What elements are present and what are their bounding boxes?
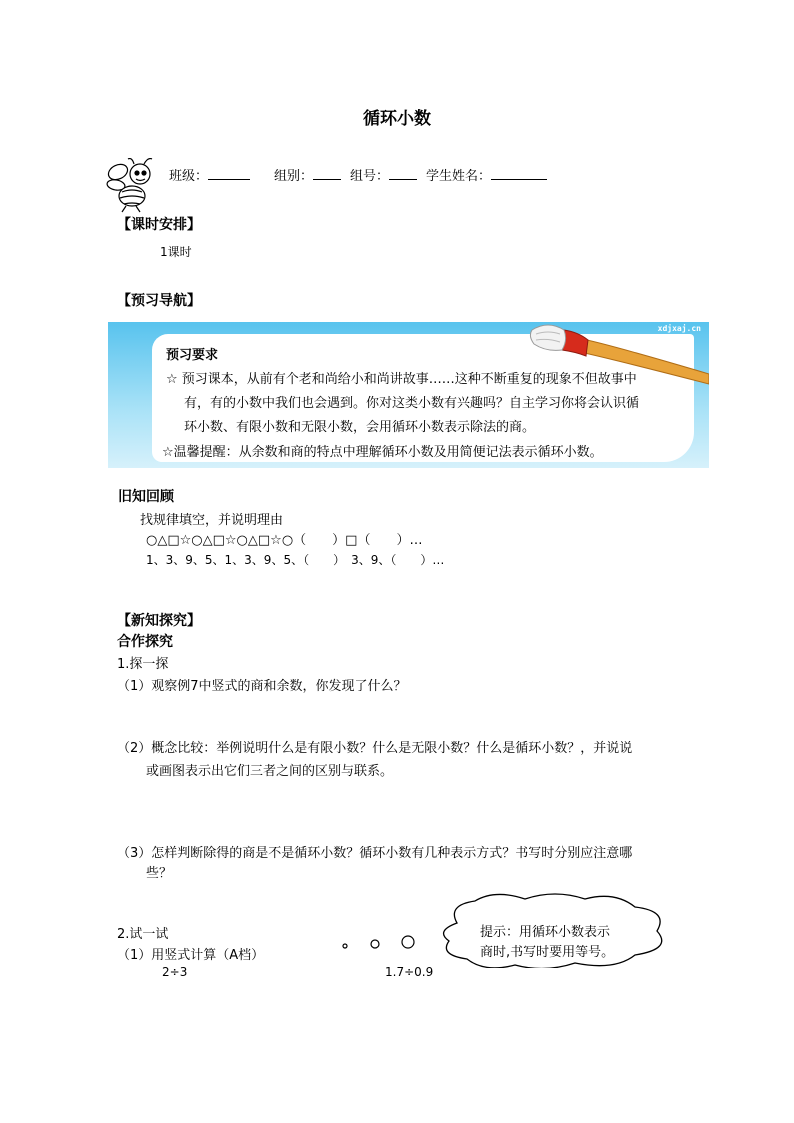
question-3-line-2: 些？ [146, 866, 173, 881]
expression-2: 1.7÷0.9 [385, 965, 434, 979]
question-2-line-1: （2）概念比较：举例说明什么是有限小数？什么是无限小数？什么是循环小数？，并说说 [117, 741, 633, 756]
hint-line-1: 提示：用循环小数表示 [480, 925, 611, 940]
review-heading: 旧知回顾 [118, 489, 174, 505]
paintbrush-icon [528, 322, 709, 392]
review-row-2: 1、3、9、5、1、3、9、5、（ ） 3、9、（ ）… [146, 553, 445, 567]
preview-line-4: ☆温馨提醒：从余数和商的特点中理解循环小数及用简便记法表示循环小数。 [162, 445, 603, 460]
number-field: 组号： [350, 165, 417, 184]
preview-line-3: 环小数、有限小数和无限小数，会用循环小数表示除法的商。 [184, 420, 536, 435]
preview-line-1: ☆ 预习课本，从前有个老和尚给小和尚讲故事……这种不断重复的现象不但故事中 [166, 372, 637, 387]
name-blank[interactable] [491, 167, 547, 180]
banner-watermark: xdjxaj.cn [657, 324, 701, 333]
number-blank[interactable] [389, 167, 417, 180]
question-1: （1）观察例7中竖式的商和余数，你发现了什么？ [117, 679, 407, 694]
explore-sub-heading: 合作探究 [117, 634, 173, 650]
preview-card-title: 预习要求 [166, 348, 219, 363]
bee-mascot-icon [104, 158, 164, 214]
hint-line-2: 商时,书写时要用等号。 [480, 945, 615, 960]
group-field: 组别： [274, 165, 341, 184]
part1-title: 1.探一探 [117, 657, 169, 672]
class-field: 班级： [169, 165, 250, 184]
explore-heading: 【新知探究】 [117, 613, 201, 629]
preview-banner [108, 322, 709, 468]
name-field: 学生姓名： [426, 165, 547, 184]
question-2-line-2: 或画图表示出它们三者之间的区别与联系。 [146, 764, 394, 779]
preview-line-2: 有，有的小数中我们也会遇到。你对这类小数有兴趣吗？自主学习你将会认识循 [184, 396, 640, 411]
group-blank[interactable] [313, 167, 341, 180]
schedule-heading: 【课时安排】 [117, 217, 201, 233]
page-title: 循环小数 [363, 109, 431, 129]
class-blank[interactable] [208, 167, 250, 180]
expression-1: 2÷3 [162, 965, 188, 979]
review-instruction: 找规律填空，并说明理由 [140, 513, 284, 528]
review-row-1: ○△□☆○△□☆○△□☆○（ ）□（ ）… [146, 533, 423, 548]
preview-heading: 【预习导航】 [117, 293, 201, 309]
schedule-content: 1课时 [160, 245, 192, 259]
part2-title: 2.试一试 [117, 927, 169, 942]
question-3-line-1: （3）怎样判断除得的商是不是循环小数？循环小数有几种表示方式？书写时分别应注意哪 [117, 846, 633, 861]
calc-title: （1）用竖式计算（A档） [117, 948, 265, 963]
